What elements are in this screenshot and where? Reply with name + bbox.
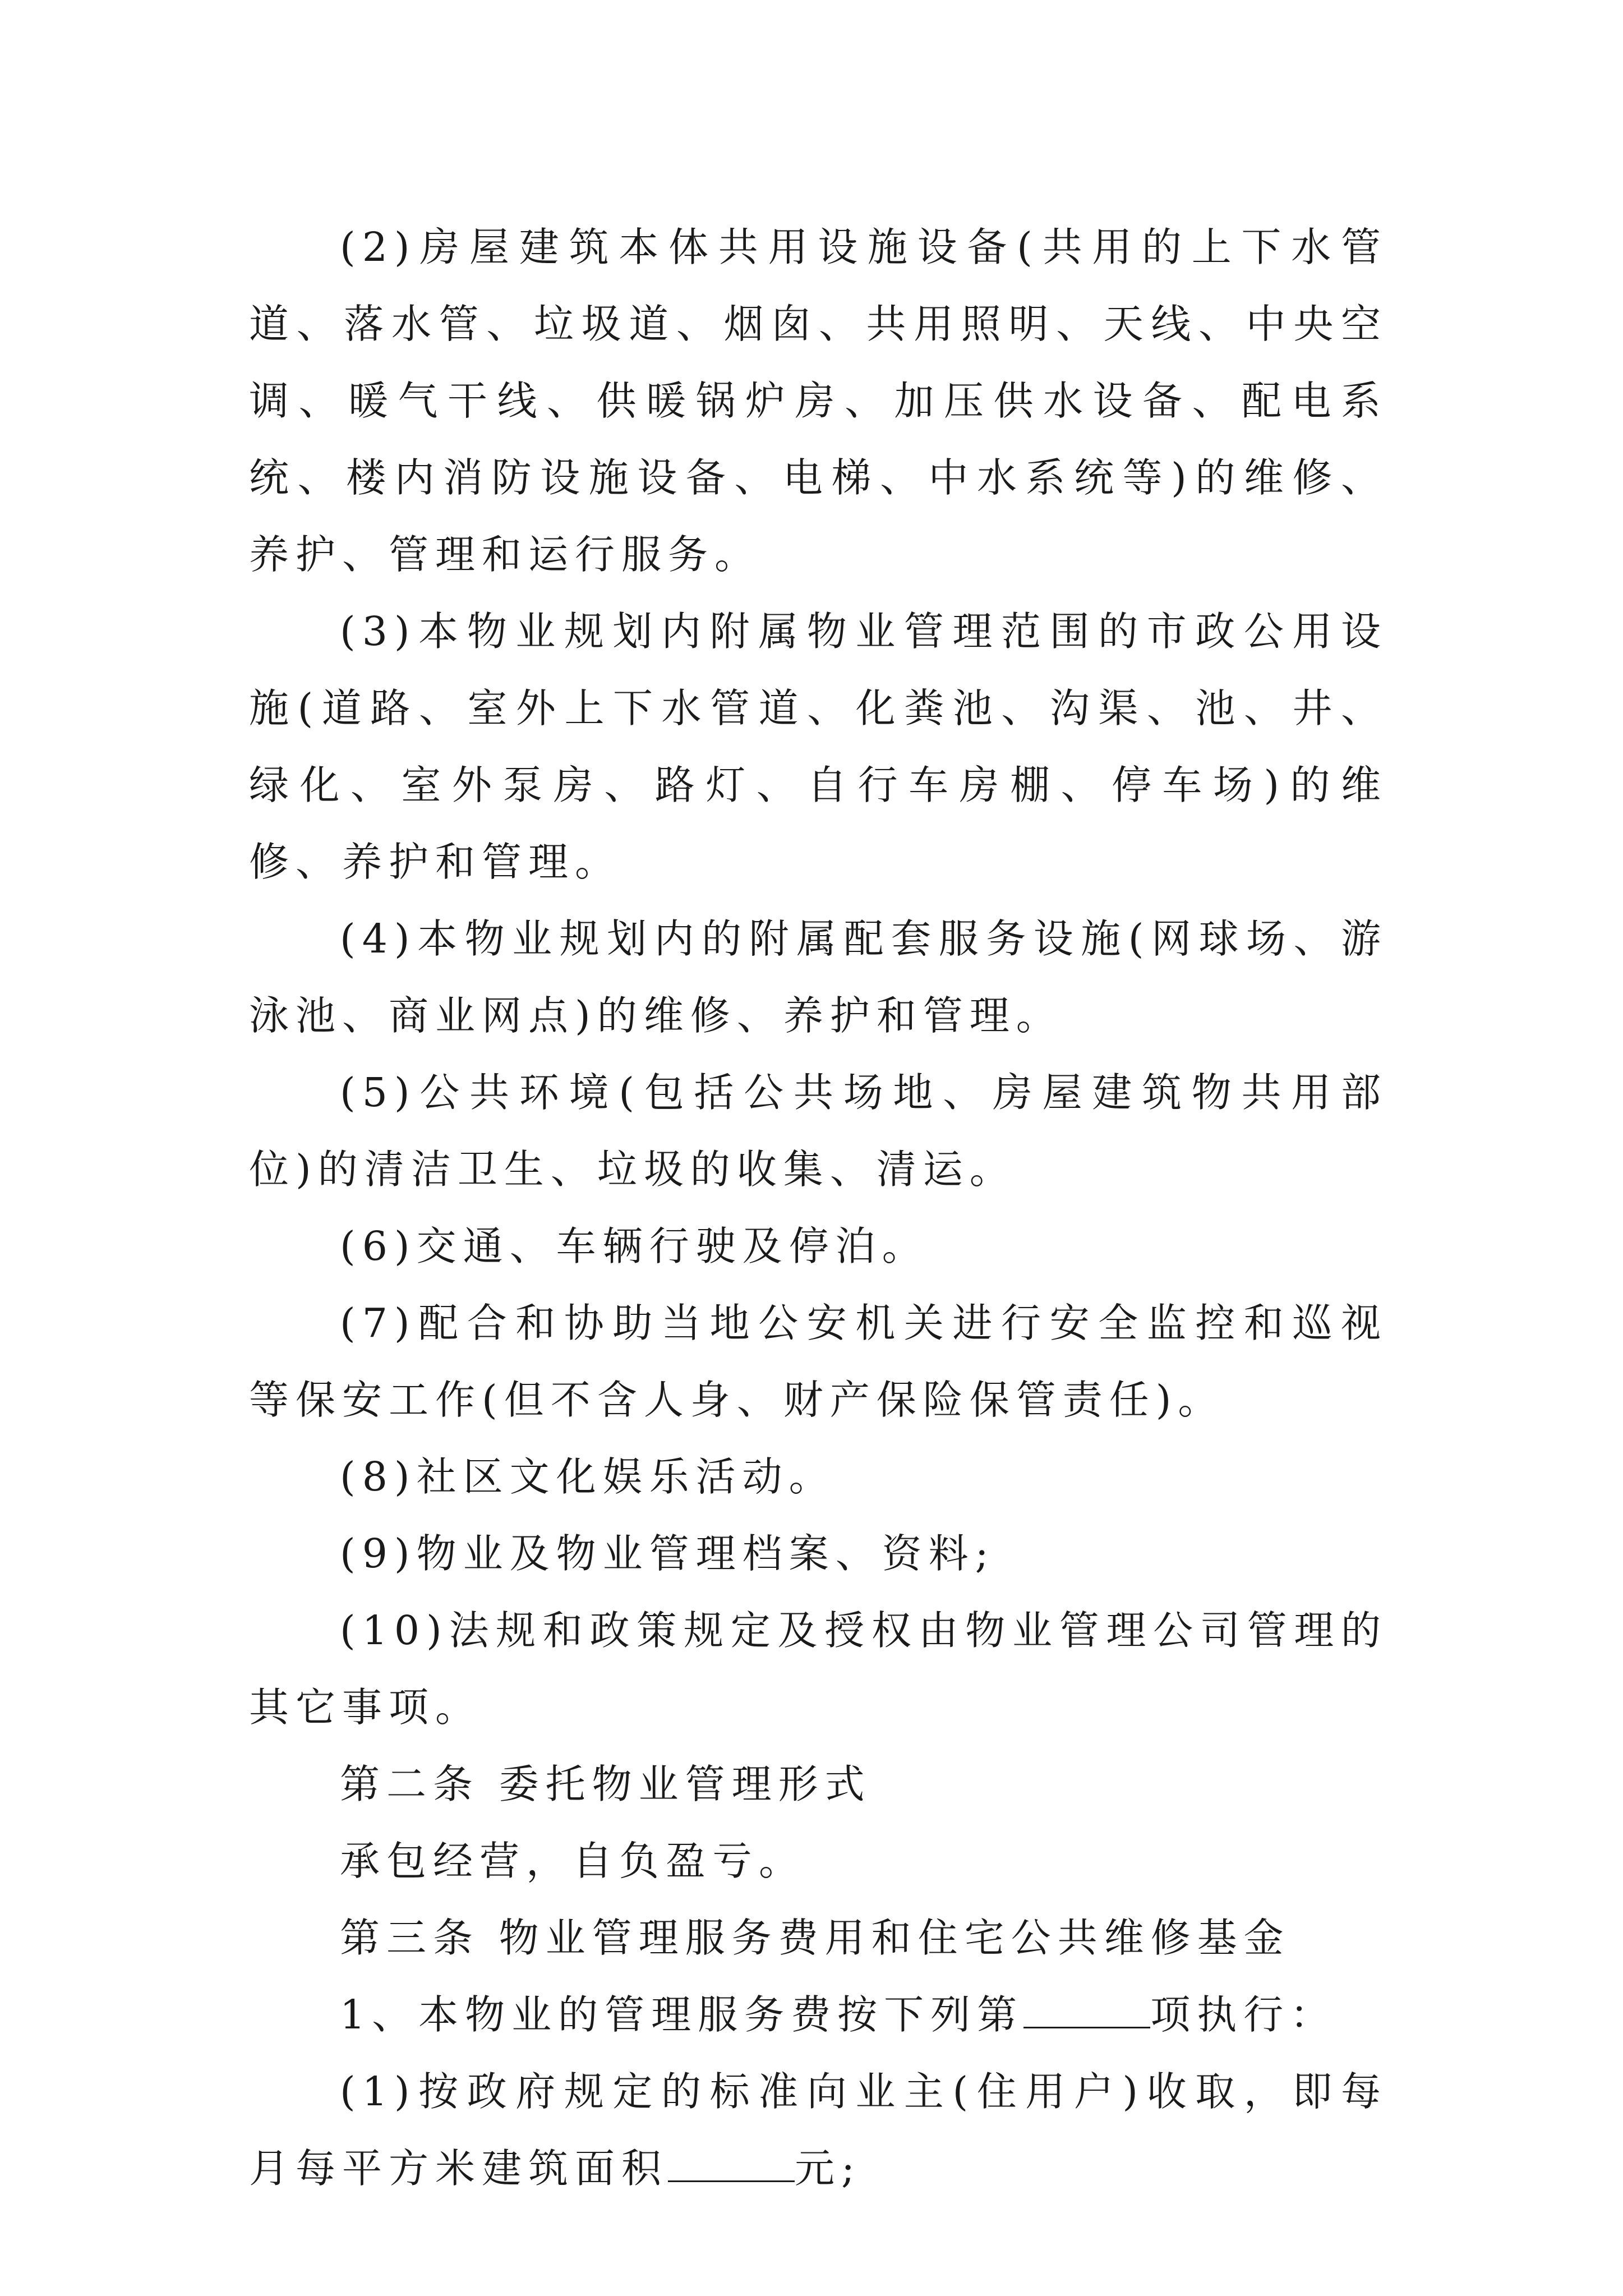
paragraph-item-2: (2)房屋建筑本体共用设施设备(共用的上下水管道、落水管、垃圾道、烟囱、共用照明、天线、中央空调、暖气干线、供暖锅炉房、加压供水设备、配电系统、楼内消防设施设备、电梯、中水系统等)的维修、养护、管理和运行服务。 — [249, 224, 1387, 578]
article-3-heading: 第三条 物业管理服务费用和住宅公共维修基金 — [340, 1915, 1290, 1961]
fee-clause-1-after: 项执行： — [1150, 1991, 1337, 2038]
fee-clause-1 — [249, 1976, 1387, 2053]
fill-in-blank-item-number[interactable] — [1023, 1994, 1150, 2028]
fee-clause-1-option-1 — [249, 2053, 1387, 2207]
fill-in-blank-amount[interactable] — [668, 2148, 795, 2182]
fee-option-1-after: 元; — [795, 2145, 861, 2192]
paragraph-item-10: (10)法规和政策规定及授权由物业管理公司管理的其它事项。 — [249, 1607, 1387, 1731]
document-page — [249, 209, 1387, 2207]
paragraph-item-6: (6)交通、车辆行驶及停泊。 — [340, 1223, 929, 1269]
article-2-content: 承包经营，自负盈亏。 — [340, 1838, 806, 1884]
paragraph-item-5: (5)公共环境(包括公共场地、房屋建筑物共用部位)的清洁卫生、垃圾的收集、清运。 — [249, 1069, 1387, 1193]
fee-option-1-before: (1)按政府规定的标准向业主(住用户)收取，即每月每平方米建筑面积 — [249, 2068, 1387, 2192]
paragraph-item-3: (3)本物业规划内附属物业管理范围的市政公用设施(道路、室外上下水管道、化粪池、沟渠、池、井、绿化、室外泵房、路灯、自行车房棚、停车场)的维修、养护和管理。 — [249, 608, 1387, 885]
article-2-heading: 第二条 委托物业管理形式 — [340, 1761, 872, 1807]
fee-clause-1-before: 1、本物业的管理服务费按下列第 — [340, 1991, 1024, 2038]
paragraph-item-4: (4)本物业规划内的附属配套服务设施(网球场、游泳池、商业网点)的维修、养护和管理。 — [249, 915, 1387, 1039]
paragraph-item-9: (9)物业及物业管理档案、资料; — [340, 1530, 995, 1577]
paragraph-item-7: (7)配合和协助当地公安机关进行安全监控和巡视等保安工作(但不含人身、财产保险保管责任)。 — [249, 1300, 1387, 1423]
paragraph-item-8: (8)社区文化娱乐活动。 — [340, 1453, 836, 1500]
